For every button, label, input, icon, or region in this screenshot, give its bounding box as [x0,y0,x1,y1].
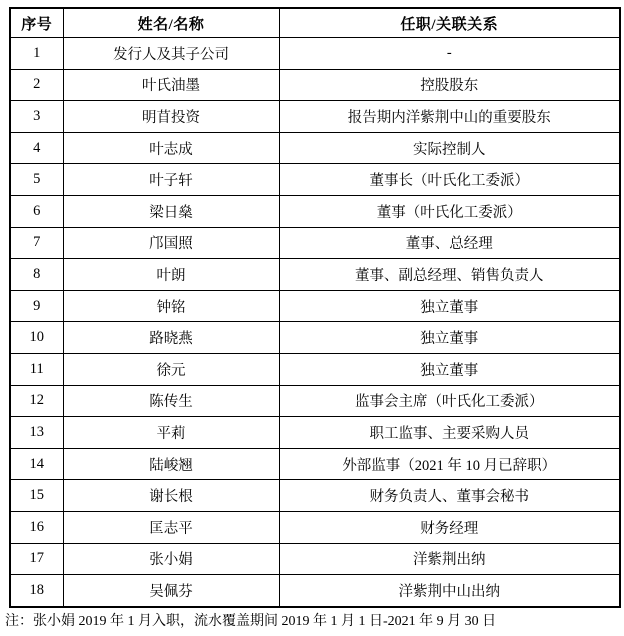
cell-no: 2 [10,69,63,101]
cell-name: 平莉 [63,417,279,449]
cell-no: 12 [10,385,63,417]
cell-relation: 外部监事（2021 年 10 月已辞职） [279,448,620,480]
cell-no: 9 [10,290,63,322]
cell-name: 发行人及其子公司 [63,38,279,70]
table-row [10,385,620,417]
table-row [10,38,620,70]
table-row [10,259,620,291]
cell-relation: 董事长（叶氏化工委派） [279,164,620,196]
cell-name: 叶朗 [63,259,279,291]
table-row [10,164,620,196]
cell-no: 13 [10,417,63,449]
cell-relation: 报告期内洋紫荆中山的重要股东 [279,101,620,133]
cell-no: 7 [10,227,63,259]
cell-name: 邝国照 [63,227,279,259]
cell-no: 18 [10,575,63,607]
cell-name: 叶子轩 [63,164,279,196]
cell-name: 叶氏油墨 [63,69,279,101]
cell-name: 路晓燕 [63,322,279,354]
table-row [10,132,620,164]
cell-no: 8 [10,259,63,291]
table-row [10,69,620,101]
cell-name: 明苜投资 [63,101,279,133]
cell-no: 11 [10,353,63,385]
cell-relation: 洋紫荆出纳 [279,543,620,575]
table-row [10,353,620,385]
cell-name: 吴佩芬 [63,575,279,607]
related-parties-table [9,7,621,608]
table-row [10,195,620,227]
cell-relation: 董事（叶氏化工委派） [279,195,620,227]
cell-name: 陈传生 [63,385,279,417]
cell-relation: 董事、副总经理、销售负责人 [279,259,620,291]
cell-no: 14 [10,448,63,480]
header-cell-relation: 任职/关联关系 [279,8,620,38]
cell-name: 张小娟 [63,543,279,575]
table-row [10,322,620,354]
cell-relation: 财务经理 [279,511,620,543]
cell-name: 徐元 [63,353,279,385]
table-header-row [10,8,620,38]
header-cell-no: 序号 [10,8,63,38]
table-row [10,290,620,322]
cell-relation: 监事会主席（叶氏化工委派） [279,385,620,417]
cell-name: 钟铭 [63,290,279,322]
cell-relation: 实际控制人 [279,132,620,164]
cell-relation: 财务负责人、董事会秘书 [279,480,620,512]
cell-relation: 独立董事 [279,322,620,354]
cell-relation: 洋紫荆中山出纳 [279,575,620,607]
cell-no: 5 [10,164,63,196]
table-row [10,480,620,512]
cell-no: 4 [10,132,63,164]
cell-name: 叶志成 [63,132,279,164]
cell-no: 6 [10,195,63,227]
cell-no: 16 [10,511,63,543]
table-row [10,448,620,480]
cell-name: 陆峻翘 [63,448,279,480]
cell-no: 1 [10,38,63,70]
cell-relation: - [279,38,620,70]
cell-name: 谢长根 [63,480,279,512]
cell-no: 10 [10,322,63,354]
table-row [10,543,620,575]
cell-relation: 独立董事 [279,353,620,385]
cell-relation: 董事、总经理 [279,227,620,259]
table-body [10,38,620,607]
cell-no: 17 [10,543,63,575]
cell-relation: 独立董事 [279,290,620,322]
cell-name: 匡志平 [63,511,279,543]
table-row [10,575,620,607]
cell-relation: 控股股东 [279,69,620,101]
table-row [10,511,620,543]
cell-no: 15 [10,480,63,512]
cell-relation: 职工监事、主要采购人员 [279,417,620,449]
table-row [10,227,620,259]
table-row [10,101,620,133]
cell-name: 梁日燊 [63,195,279,227]
cell-no: 3 [10,101,63,133]
table-row [10,417,620,449]
header-cell-name: 姓名/名称 [63,8,279,38]
footnote: 注：张小娟 2019 年 1 月入职，流水覆盖期间 2019 年 1 月 1 日-2021 年 9 月 30 日 [5,614,497,629]
